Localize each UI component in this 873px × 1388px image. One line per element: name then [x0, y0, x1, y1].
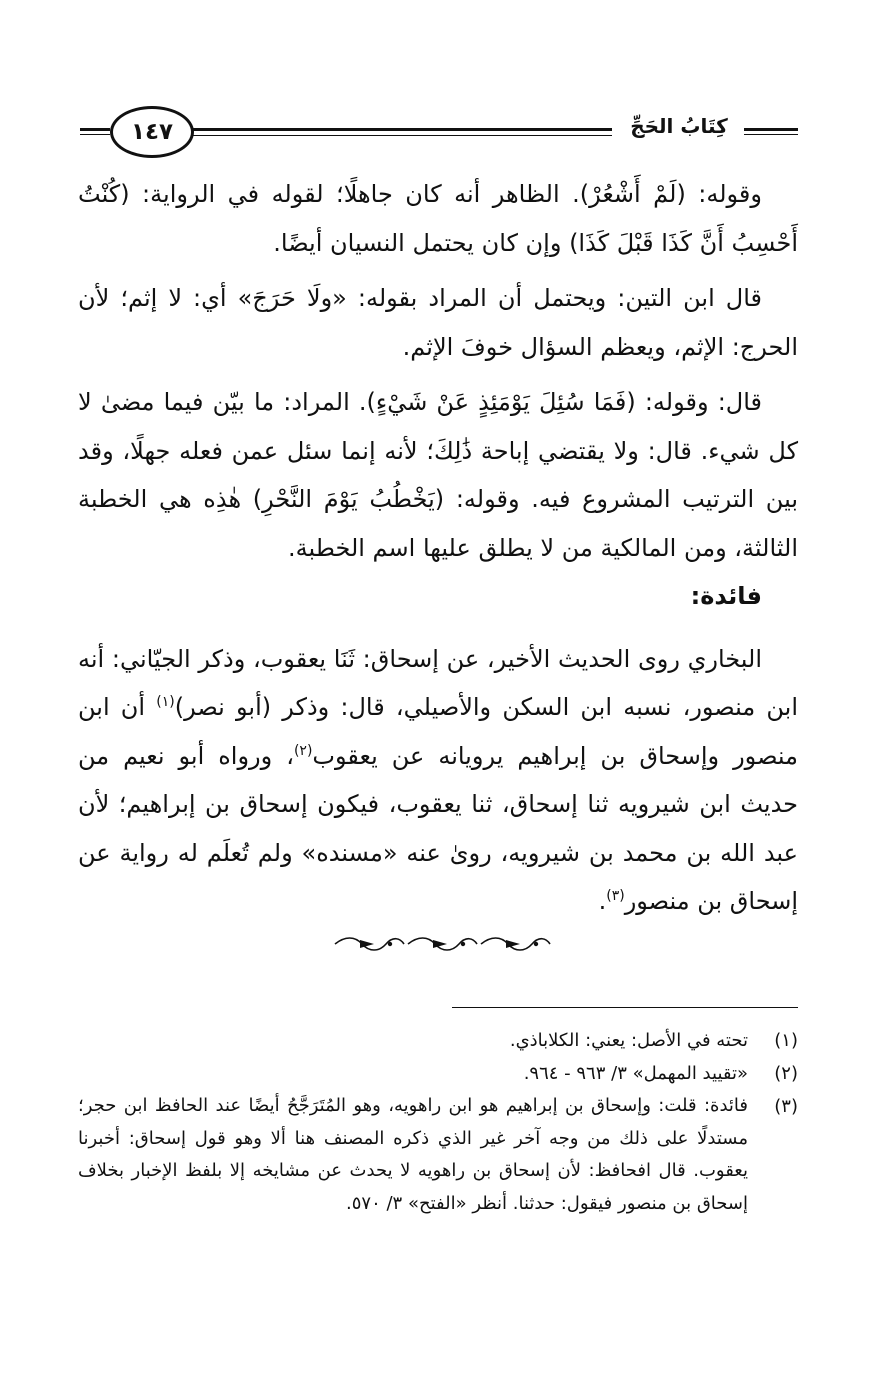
text-run: البخاري روى الحديث الأخير، عن إسحاق: ثَنَا يعقوب، وذكر الجيّاني: أنه ابن منصور، نسبه ابن السكن والأصيلي، قال: وذكر (أبو نصر) [78, 644, 799, 721]
book-title: كِتَابُ الحَجِّ [630, 114, 728, 138]
footnote-ref: (٢) [293, 742, 313, 759]
text-run: . [598, 887, 607, 915]
footnote [78, 1057, 798, 1090]
main-text [78, 170, 798, 926]
footnote [78, 1090, 798, 1220]
header-rule-main [192, 128, 612, 136]
footnote-separator [452, 1007, 798, 1008]
page-number-text: ١٤٧ [130, 119, 174, 145]
section-heading: فائدة: [690, 582, 762, 610]
footnote-text: فائدة: قلت: وإسحاق بن إبراهيم هو ابن راهويه، وهو المُتَرَجَّحُ أيضًا عند الحافظ ابن حجر؛ مستدلًا على ذلك من وجه آخر غير الذي ذكره المصنف هنا ألا وهو قول إسحاق: أخبرنا يعقوب. قال افحافظ: لأن إسحاق بن راهويه لا يحدث عن مشايخه إلا بلفظ الإخبار بخلاف إسحاق بن منصور فيقول: حدثنا. أنظر «الفتح» ٣/ ٥٧٠. [78, 1095, 748, 1214]
paragraph: قال: وقوله: (فَمَا سُئِلَ يَوْمَئِذٍ عَنْ شَيْءٍ). المراد: ما بيّن فيما مضىٰ لا كل شيء. قال: ولا يقتضي إباحة ذَٰلِكَ؛ لأنه إنما سئل عمن فعله جهلًا، وقد بين الترتيب المشروع فيه. وقوله: (يَخْطُبُ يَوْمَ النَّحْرِ) هٰذِه هي الخطبة الثالثة، ومن المالكية من لا يطلق عليها اسم الخطبة. [78, 388, 798, 562]
footnotes [78, 1024, 798, 1220]
footnote-text: «تقييد المهمل» ٣/ ٩٦٣ - ٩٦٤. [523, 1063, 748, 1084]
text-run: ، ورواه أبو نعيم من حديث ابن شيرويه ثنا إسحاق، ثنا يعقوب، فيكون إسحاق بن إبراهيم؛ لأن عبد الله بن محمد بن شيرويه، روىٰ عنه «مسنده» ولم تُعلَم له رواية عن إسحاق بن منصور [78, 741, 798, 915]
ornament-divider [330, 934, 555, 954]
paragraph: قال ابن التين: ويحتمل أن المراد بقوله: «ولَا حَرَجَ» أي: لا إثم؛ لأن الحرج: الإثم، ويعظم السؤال خوفَ الإثم. [78, 284, 798, 361]
footnote-ref: (٣) [606, 888, 625, 904]
footnote-number: (٢) [774, 1063, 798, 1084]
page-header [80, 104, 798, 160]
footnote-ref: (١) [156, 694, 175, 710]
footnote-text: تحته في الأصل: يعني: الكلاباذي. [509, 1030, 748, 1051]
header-rule-right [744, 128, 798, 135]
footnote-number: (١) [774, 1030, 798, 1051]
text-run: أن ابن منصور وإسحاق بن إبراهيم يرويانه عن يعقوب [78, 693, 798, 770]
footnote [78, 1024, 798, 1057]
paragraph: وقوله: (لَمْ أَشْعُرْ). الظاهر أنه كان جاهلًا؛ لقوله في الرواية: (كُنْتُ أَحْسِبُ أَنَّ كَذَا قَبْلَ كَذَا) وإن كان يحتمل النسيان أيضًا. [78, 180, 798, 257]
footnote-number: (٣) [774, 1096, 798, 1117]
page-number [110, 106, 194, 158]
paragraph [78, 635, 798, 926]
header-rule-left [80, 128, 110, 135]
